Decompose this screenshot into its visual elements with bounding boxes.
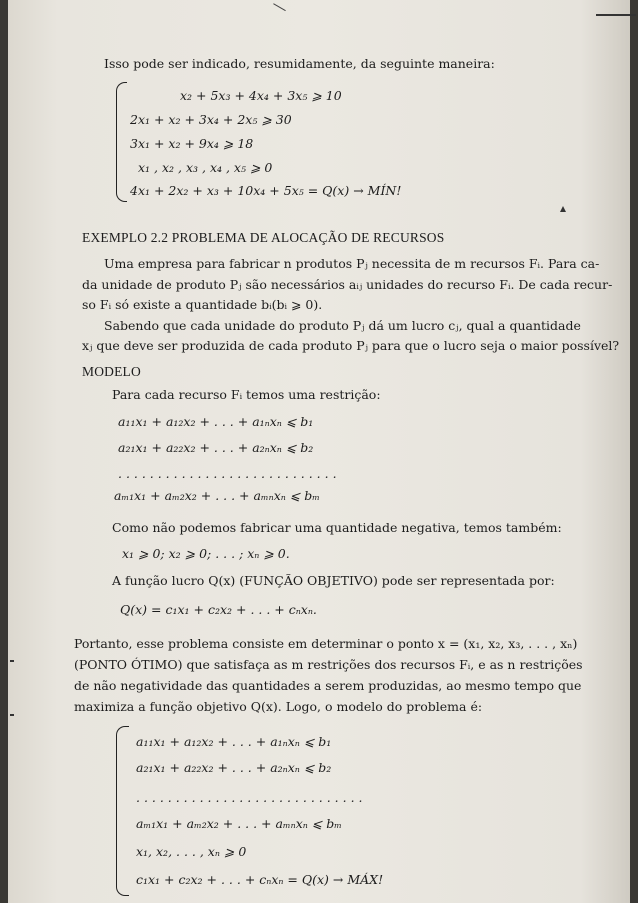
paragraph-line: so Fᵢ só existe a quantidade bᵢ(bᵢ ⩾ 0). xyxy=(82,297,323,312)
system2-eq: aₘ₁x₁ + aₘ₂x₂ + . . . + aₘₙxₙ ⩽ bₘ xyxy=(136,816,342,831)
constraint-dots: . . . . . . . . . . . . . . . . . . . . . . . . . . . . xyxy=(118,466,337,481)
section-heading: EXEMPLO 2.2 PROBLEMA DE ALOCAÇÃO DE RECURSOS xyxy=(82,230,445,245)
constraint-eq: aₘ₁x₁ + aₘ₂x₂ + . . . + aₘₙxₙ ⩽ bₘ xyxy=(114,488,320,503)
system2-dots: . . . . . . . . . . . . . . . . . . . . . . . . . . . . . xyxy=(136,790,363,805)
paragraph-line: Portanto, esse problema consiste em determinar o ponto x = (x₁, x₂, x₃, . . . , xₙ) xyxy=(74,636,578,651)
constraint-eq: a₂₁x₁ + a₂₂x₂ + . . . + a₂ₙxₙ ⩽ b₂ xyxy=(118,440,314,455)
system1-eq: 2x₁ + x₂ + 3x₄ + 2x₅ ⩾ 30 xyxy=(130,112,292,127)
margin-mark xyxy=(10,714,14,716)
intro-text: Isso pode ser indicado, resumidamente, da seguinte maneira: xyxy=(104,56,495,71)
scan-mark xyxy=(596,14,636,16)
objective-eq: Q(x) = c₁x₁ + c₂x₂ + . . . + cₙxₙ. xyxy=(120,602,317,617)
system2-eq: x₁, x₂, . . . , xₙ ⩾ 0 xyxy=(136,844,247,859)
system2-eq: a₂₁x₁ + a₂₂x₂ + . . . + a₂ₙxₙ ⩽ b₂ xyxy=(136,760,332,775)
left-brace xyxy=(116,82,127,202)
restriction-intro: Para cada recurso Fᵢ temos uma restrição: xyxy=(112,387,381,402)
system1-eq: 4x₁ + 2x₂ + x₃ + 10x₄ + 5x₅ = Q(x) → MÍN! xyxy=(130,183,402,198)
objective-text: A função lucro Q(x) (FUNÇÃO OBJETIVO) pode ser representada por: xyxy=(112,573,555,588)
modelo-heading: MODELO xyxy=(82,364,141,379)
paragraph-line: maximiza a função objetivo Q(x). Logo, o modelo do problema é: xyxy=(74,699,483,714)
system2-eq: a₁₁x₁ + a₁₂x₂ + . . . + a₁ₙxₙ ⩽ b₁ xyxy=(136,734,332,749)
scanned-page xyxy=(8,0,630,903)
paragraph-line: Sabendo que cada unidade do produto Pⱼ dá um lucro cⱼ, qual a quantidade xyxy=(104,318,581,333)
paragraph-line: (PONTO ÓTIMO) que satisfaça as m restrições dos recursos Fᵢ, e as n restrições xyxy=(74,657,583,672)
constraint-eq: a₁₁x₁ + a₁₂x₂ + . . . + a₁ₙxₙ ⩽ b₁ xyxy=(118,414,314,429)
system2-eq: c₁x₁ + c₂x₂ + . . . + cₙxₙ = Q(x) → MÁX! xyxy=(136,872,384,887)
triangle-mark-icon xyxy=(560,206,566,212)
system1-eq: 3x₁ + x₂ + 9x₄ ⩾ 18 xyxy=(130,136,254,151)
scan-mark xyxy=(268,3,286,20)
system1-eq: x₁ , x₂ , x₃ , x₄ , x₅ ⩾ 0 xyxy=(138,160,273,175)
margin-mark xyxy=(10,660,14,662)
nonneg-text: Como não podemos fabricar uma quantidade negativa, temos também: xyxy=(112,520,562,535)
left-brace xyxy=(116,726,129,896)
paragraph-line: Uma empresa para fabricar n produtos Pⱼ necessita de m recursos Fᵢ. Para ca- xyxy=(104,256,600,271)
paragraph-line: xⱼ que deve ser produzida de cada produto Pⱼ para que o lucro seja o maior possível? xyxy=(82,338,620,353)
paragraph-line: da unidade de produto Pⱼ são necessários aᵢⱼ unidades do recurso Fᵢ. De cada recur- xyxy=(82,277,613,292)
nonneg-eq: x₁ ⩾ 0; x₂ ⩾ 0; . . . ; xₙ ⩾ 0. xyxy=(122,546,290,561)
paragraph-line: de não negatividade das quantidades a serem produzidas, ao mesmo tempo que xyxy=(74,678,582,693)
system1-eq: x₂ + 5x₃ + 4x₄ + 3x₅ ⩾ 10 xyxy=(180,88,342,103)
